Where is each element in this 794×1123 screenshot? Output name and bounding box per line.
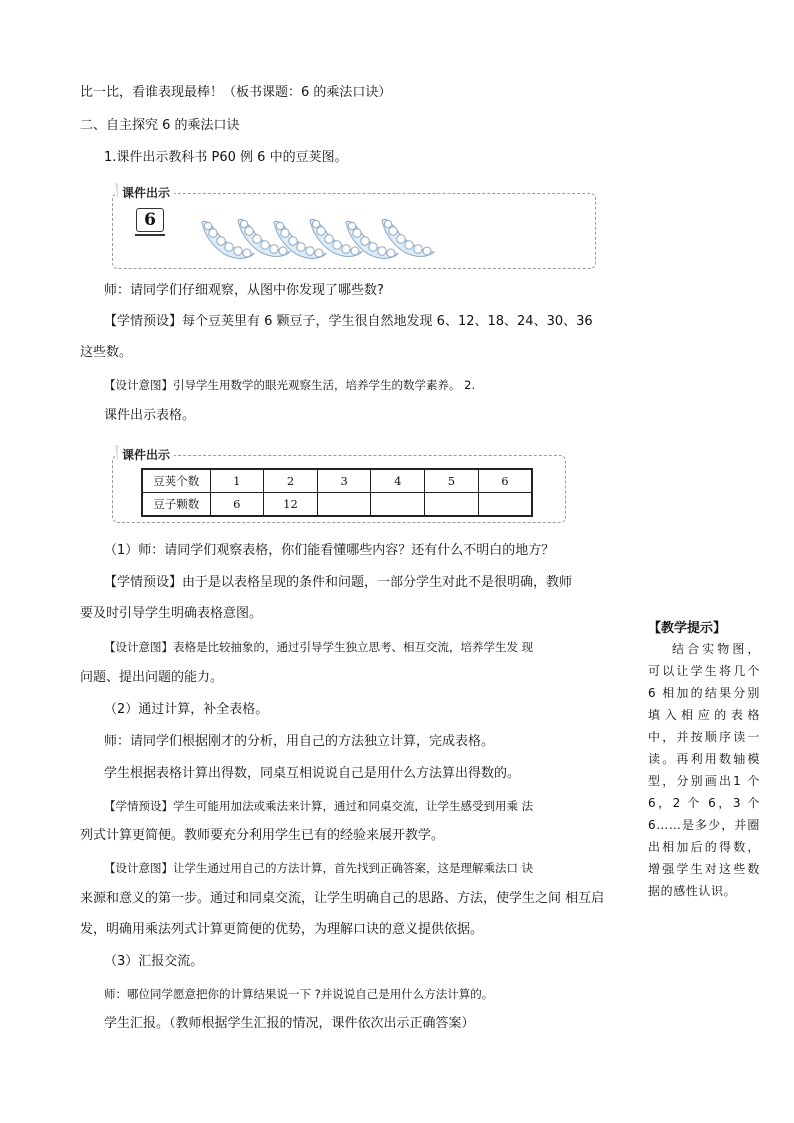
design-3-line-b: 来源和意义的第一步。通过和同桌交流，让学生明确自己的思路、方法，使学生之间 相互启: [80, 891, 605, 906]
preview-1-text-a: 每个豆荚里有 6 颗豆子，学生很自然地发现 6、12、18、24、30、36: [182, 314, 593, 329]
sub-question-2: （2）通过计算，补全表格。: [104, 702, 269, 717]
example-number-badge: 6: [136, 208, 164, 232]
row-header-bean-count: 豆子颗数: [142, 493, 210, 517]
sub-question-3: （3）汇报交流。: [104, 954, 204, 969]
step-1-text: 1.课件出示教科书 P60 例 6 中的豆荚图。: [104, 150, 348, 165]
teacher-instruction-2: 师：请同学们根据刚才的分析，用自己的方法独立计算，完成表格。: [104, 734, 495, 749]
table-cell: [317, 493, 371, 517]
preview-1-line-a: [104, 313, 593, 331]
table-cell: 5: [425, 469, 479, 493]
section-heading: 二、自主探究 6 的乘法口诀: [80, 118, 240, 133]
student-activity-2: 学生根据表格计算出得数，同桌互相说说自己是用什么方法算出得数的。: [104, 766, 521, 781]
sub-question-1: （1）师：请同学们观察表格，你们能看懂哪些内容？还有什么不明白的地方？: [104, 543, 555, 558]
design-2-line-a: 【设计意图】表格是比较抽象的，通过引导学生独立思考、相互交流，培养学生发 现: [104, 640, 534, 654]
design-1-text: 【设计意图】引导学生用数学的眼光观察生活，培养学生的数学素养。 2.: [104, 378, 476, 392]
design-3-line-c: 发，明确用乘法列式计算更简便的优势，为理解口诀的意义提供依据。: [80, 922, 484, 937]
bean-count-table: [141, 468, 533, 517]
table-row: [142, 469, 532, 493]
preview-1-line-b: 这些数。: [80, 345, 133, 360]
design-2-line-b: 问题、提出问题的能力。: [80, 670, 224, 685]
table-cell: 6: [210, 493, 264, 517]
table-cell: [371, 493, 425, 517]
table-cell: 3: [317, 469, 371, 493]
pea-pods-illustration: [200, 210, 440, 262]
intro-line: 比一比，看谁表现最棒！（板书课题：6 的乘法口诀）: [80, 85, 392, 100]
preview-2-line-a: 【学情预设】由于是以表格呈现的条件和问题，一部分学生对此不是很明确，教师: [104, 575, 573, 590]
preview-2-line-b: 要及时引导学生明确表格意图。: [80, 606, 263, 621]
table-cell: 4: [371, 469, 425, 493]
student-report: 学生汇报。（教师根据学生汇报的情况，课件依次出示正确答案）: [104, 1016, 475, 1031]
design-3-line-a: 【设计意图】让学生通过用自己的方法计算，首先找到正确答案，这是理解乘法口 诀: [104, 861, 534, 875]
table-cell: [478, 493, 532, 517]
teacher-question-1: 师：请同学们仔细观察，从图中你发现了哪些数?: [104, 283, 384, 298]
table-cell: 2: [264, 469, 318, 493]
courseware-frame-2-title: 课件出示: [118, 447, 174, 463]
teacher-question-3: 师：哪位同学愿意把你的计算结果说一下 ?并说说自己是用什么方法计算的。: [104, 987, 494, 1001]
table-cell: 1: [210, 469, 264, 493]
table-row: [142, 493, 532, 517]
courseware-frame-1-title: 课件出示: [118, 185, 174, 201]
preview-3-line-b: 列式计算更简便。教师要充分利用学生已有的经验来展开教学。: [80, 828, 445, 843]
teaching-tip-title: 【教学提示】: [648, 621, 727, 636]
preview-1-label: 【学情预设】: [104, 314, 183, 329]
table-cell: [425, 493, 479, 517]
table-cell: 12: [264, 493, 318, 517]
preview-3-line-a: 【学情预设】学生可能用加法或乘法来计算，通过和同桌交流，让学生感受到用乘 法: [104, 799, 534, 813]
row-header-pod-count: 豆荚个数: [142, 469, 210, 493]
table-cell: 6: [478, 469, 532, 493]
teaching-tip-body: 结合实物图，可以让学生将几个 6 相加的结果分别填入相应的表格中，并按顺序读一读。再利用数轴模型，分别画出1 个6，2 个 6，3 个 6……是多少，并圈出相加后的得数，增强学生对这些数据的感性认识。: [648, 642, 760, 898]
step-2-text: 课件出示表格。: [104, 408, 196, 423]
